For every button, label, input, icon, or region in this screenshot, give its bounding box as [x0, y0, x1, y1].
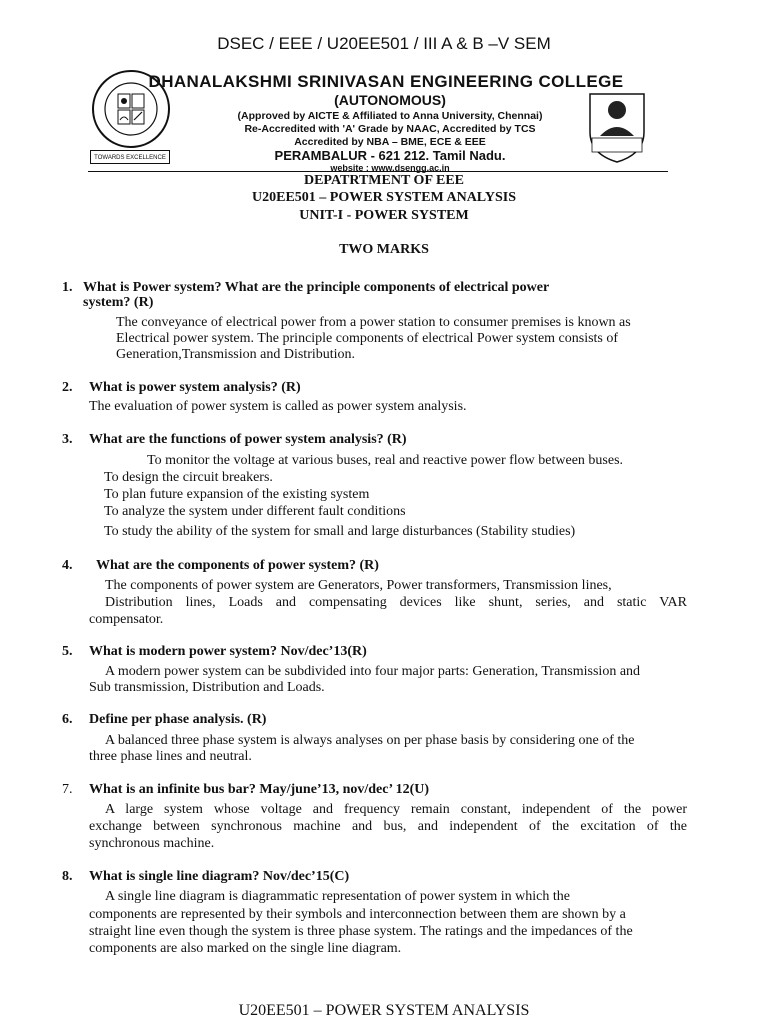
answer-line: Distribution lines, Loads and compensating devices like shunt, series, and static VAR [105, 595, 687, 610]
accreditation-line: Re-Accredited with 'A' Grade by NAAC, Accredited by TCS [244, 123, 536, 135]
approval-line: (Approved by AICTE & Affiliated to Anna University, Chennai) [237, 110, 543, 122]
answer-line: To monitor the voltage at various buses, real and reactive power flow between buses. [147, 453, 624, 468]
answer-line: exchange between synchronous machine and bus, and independent of the excitation of the [89, 819, 687, 834]
question-number: 2. [62, 380, 73, 395]
autonomous-label: (AUTONOMOUS) [334, 92, 446, 108]
question-number: 6. [62, 712, 73, 727]
question-number: 4. [62, 558, 73, 573]
question-number: 3. [62, 432, 73, 447]
answer-line: The evaluation of power system is called as power system analysis. [89, 399, 467, 414]
answer-line: A large system whose voltage and frequency remain constant, independent of the power [105, 802, 687, 817]
answer-line: A single line diagram is diagrammatic representation of power system in which the [105, 889, 570, 904]
answer-line: straight line even though the system is three phase system. The ratings and the impedances of the [89, 924, 633, 939]
founder-portrait-logo [582, 88, 652, 164]
nba-line: Accredited by NBA – BME, ECE & EEE [294, 136, 486, 148]
question-text: What is an infinite bus bar? May/june’13, nov/dec’ 12(U) [89, 782, 430, 797]
course-header-line: DSEC / EEE / U20EE501 / III A & B –V SEM [217, 34, 551, 53]
unit-title: UNIT-I - POWER SYSTEM [299, 208, 469, 223]
question-number: 5. [62, 644, 73, 659]
question-text: system? (R) [83, 295, 154, 310]
question-text: What is modern power system? Nov/dec’13(R) [89, 644, 367, 659]
department-title: DEPATRTMENT OF EEE [303, 173, 464, 188]
header-rule [88, 171, 668, 172]
question-text: What is power system analysis? (R) [89, 380, 301, 395]
address-line: PERAMBALUR - 621 212. Tamil Nadu. [274, 148, 506, 163]
question-text: What are the functions of power system analysis? (R) [89, 432, 407, 447]
question-text: Define per phase analysis. (R) [89, 712, 267, 727]
answer-line: Generation,Transmission and Distribution. [116, 347, 356, 362]
question-text: What is Power system? What are the principle components of electrical power [83, 280, 550, 295]
question-number: 1. [62, 280, 73, 295]
answer-line: The components of power system are Generators, Power transformers, Transmission lines, [105, 578, 612, 593]
answer-line: components are represented by their symbols and interconnection between them are shown by a [89, 907, 626, 922]
answer-line: three phase lines and neutral. [89, 749, 252, 764]
answer-line: compensator. [89, 612, 164, 627]
question-number: 7. [62, 782, 73, 797]
answer-line: To plan future expansion of the existing system [104, 487, 370, 502]
answer-line: To study the ability of the system for small and large disturbances (Stability studies) [104, 524, 576, 539]
answer-line: A modern power system can be subdivided into four major parts: Generation, Transmission and [105, 664, 641, 679]
answer-line: A balanced three phase system is always analyses on per phase basis by considering one of the [105, 733, 635, 748]
answer-line: synchronous machine. [89, 836, 215, 851]
answer-line: To design the circuit breakers. [104, 470, 273, 485]
answer-line: Sub transmission, Distribution and Loads. [89, 680, 325, 695]
page-footer: U20EE501 – POWER SYSTEM ANALYSIS [238, 1002, 530, 1019]
answer-line: components are also marked on the single line diagram. [89, 941, 402, 956]
answer-line: To analyze the system under different fault conditions [104, 504, 406, 519]
website-line: website : www.dsengg.ac.in [330, 163, 450, 173]
section-title: TWO MARKS [339, 242, 429, 257]
answer-line: Electrical power system. The principle components of electrical Power system consists of [116, 331, 619, 346]
question-text: What are the components of power system? (R) [96, 558, 379, 573]
answer-line: The conveyance of electrical power from a power station to consumer premises is known as [116, 315, 631, 330]
college-name: DHANALAKSHMI SRINIVASAN ENGINEERING COLLEGE [148, 72, 624, 91]
seal-ribbon: TOWARDS EXCELLENCE [90, 150, 170, 164]
question-number: 8. [62, 869, 73, 884]
question-text: What is single line diagram? Nov/dec’15(C) [89, 869, 350, 884]
course-title: U20EE501 – POWER SYSTEM ANALYSIS [252, 190, 516, 205]
